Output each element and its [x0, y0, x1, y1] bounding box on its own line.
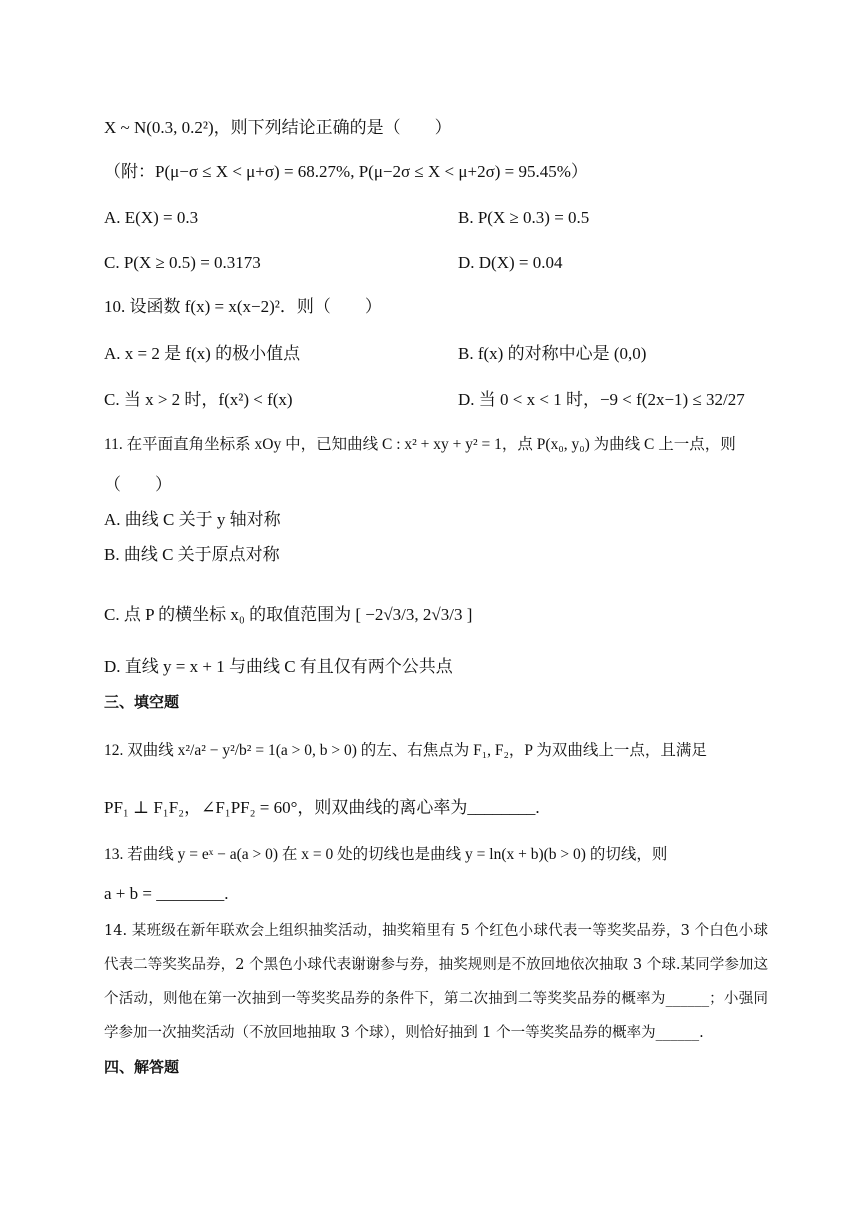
q11-paren: （ ） — [104, 475, 172, 494]
section-heading-solutions: 四、解答题 — [104, 1058, 180, 1076]
q10-stem: 10. 设函数 f(x) = x(x−2)²．则（ ） — [104, 297, 382, 316]
q13-line1: 13. 若曲线 y = eˣ − a(a > 0) 在 x = 0 处的切线也是曲线 y = ln(x + b)(b > 0) 的切线，则 — [104, 846, 668, 863]
q11-option-d: D. 直线 y = x + 1 与曲线 C 有且仅有两个公共点 — [104, 657, 453, 676]
q14-text: 14. 某班级在新年联欢会上组织抽奖活动，抽奖箱里有 5 个红色小球代表一等奖奖品券，3 个白色小球代表二等奖奖品券，2 个黑色小球代表谢谢参与券，抽奖规则是不放回地依次抽取 3 个球.某同学参加这个活动，则他在第一次抽到一等奖奖品券的条件下，第二次抽到二等奖奖品券的概率为______；小强同学参加一次抽奖活动（不放回地抽取 3 个球），则恰好抽到 1 个一等奖奖品券的概率为______. — [104, 923, 768, 1041]
section-heading-fill-in: 三、填空题 — [104, 693, 180, 711]
q11-stem: 11. 在平面直角坐标系 xOy 中，已知曲线 C : x² + xy + y² = 1，点 P(x₀, y₀) 为曲线 C 上一点，则 — [104, 436, 736, 453]
q9-note: （附：P(μ−σ ≤ X < μ+σ) = 68.27%, P(μ−2σ ≤ X < μ+2σ) = 95.45%） — [104, 162, 588, 181]
q11-option-b: B. 曲线 C 关于原点对称 — [104, 545, 280, 564]
q12-line1: 12. 双曲线 x²/a² − y²/b² = 1(a > 0, b > 0) 的左、右焦点为 F₁, F₂，P 为双曲线上一点，且满足 — [104, 742, 707, 759]
q9-option-c: C. P(X ≥ 0.5) = 0.3173 — [104, 253, 261, 272]
q12-line2: PF₁ ⊥ F₁F₂，∠F₁PF₂ = 60°，则双曲线的离心率为________. — [104, 798, 540, 817]
q10-option-a: A. x = 2 是 f(x) 的极小值点 — [104, 344, 301, 363]
q11-option-a: A. 曲线 C 关于 y 轴对称 — [104, 510, 281, 529]
q13-line2: a + b = ________. — [104, 884, 229, 903]
q9-option-b: B. P(X ≥ 0.3) = 0.5 — [458, 208, 590, 227]
q10-option-d: D. 当 0 < x < 1 时，−9 < f(2x−1) ≤ 32/27 — [458, 390, 745, 409]
q10-option-b: B. f(x) 的对称中心是 (0,0) — [458, 344, 647, 363]
q9-stem: X ~ N(0.3, 0.2²)，则下列结论正确的是（ ） — [104, 118, 452, 137]
q9-option-a: A. E(X) = 0.3 — [104, 208, 199, 227]
q10-option-c: C. 当 x > 2 时，f(x²) < f(x) — [104, 390, 293, 409]
q11-option-c: C. 点 P 的横坐标 x₀ 的取值范围为 [ −2√3/3, 2√3/3 ] — [104, 605, 473, 624]
q9-option-d: D. D(X) = 0.04 — [458, 253, 563, 272]
